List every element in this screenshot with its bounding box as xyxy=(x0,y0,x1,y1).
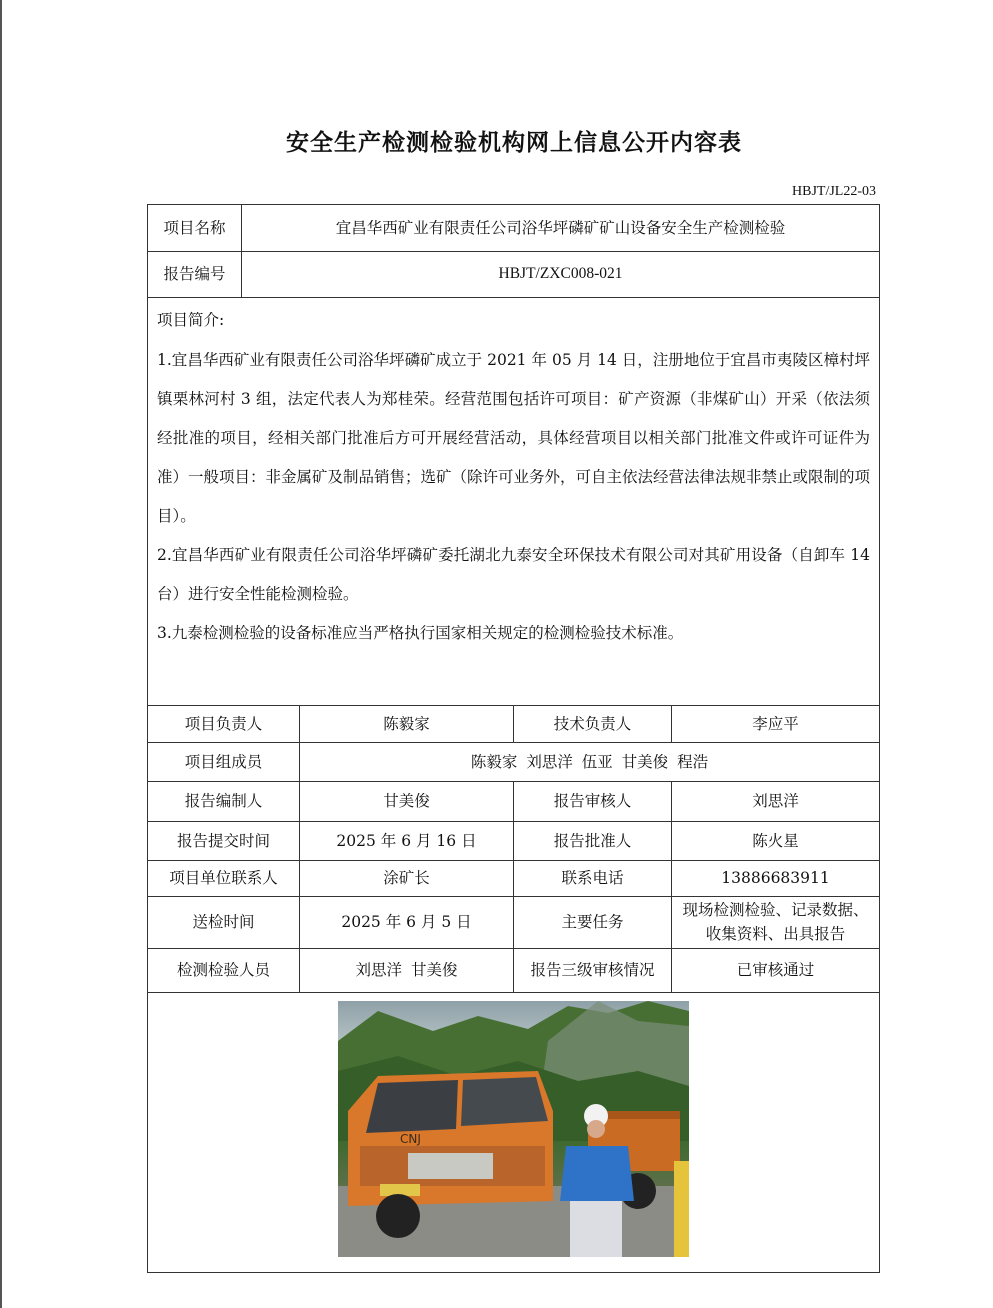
table-row xyxy=(148,205,880,252)
submit-time-value: 2025 年 6 月 16 日 xyxy=(300,822,514,861)
review-status-label: 报告三级审核情况 xyxy=(514,949,672,993)
report-approver-value: 陈火星 xyxy=(672,822,880,861)
table-row xyxy=(148,897,880,949)
report-compiler-value: 甘美俊 xyxy=(300,782,514,822)
team-members-label: 项目组成员 xyxy=(148,743,300,782)
site-photo xyxy=(338,1001,689,1257)
project-name-value: 宜昌华西矿业有限责任公司浴华坪磷矿矿山设备安全生产检测检验 xyxy=(242,205,880,252)
report-reviewer-value: 刘思洋 xyxy=(672,782,880,822)
main-task-label: 主要任务 xyxy=(514,897,672,949)
table-row xyxy=(148,822,880,861)
tech-leader-value: 李应平 xyxy=(672,706,880,743)
photo-cell xyxy=(148,993,880,1273)
table-row xyxy=(148,706,880,743)
project-intro-cell xyxy=(148,298,880,706)
report-number-label: 报告编号 xyxy=(148,252,242,298)
report-compiler-label: 报告编制人 xyxy=(148,782,300,822)
contact-phone-label: 联系电话 xyxy=(514,861,672,897)
submit-time-label: 报告提交时间 xyxy=(148,822,300,861)
report-reviewer-label: 报告审核人 xyxy=(514,782,672,822)
project-intro-paragraph-2: 2.宜昌华西矿业有限责任公司浴华坪磷矿委托湖北九泰安全环保技术有限公司对其矿用设备（自卸车 14 台）进行安全性能检测检验。 xyxy=(157,546,871,603)
truck-brand-text: CNJ xyxy=(400,1131,421,1146)
table-row xyxy=(148,743,880,782)
document-title: 安全生产检测检验机构网上信息公开内容表 xyxy=(286,130,742,156)
table-row xyxy=(148,993,880,1273)
site-photo-illustration xyxy=(338,1001,689,1257)
project-intro-paragraph-3: 3.九泰检测检验的设备标准应当严格执行国家相关规定的检测检验技术标准。 xyxy=(157,624,684,642)
info-table xyxy=(147,204,880,1273)
form-code: HBJT/JL22-03 xyxy=(792,184,876,199)
table-row xyxy=(148,782,880,822)
inspection-time-label: 送检时间 xyxy=(148,897,300,949)
team-members-value: 陈毅家 刘思洋 伍亚 甘美俊 程浩 xyxy=(300,743,880,782)
project-intro-paragraph-1: 1.宜昌华西矿业有限责任公司浴华坪磷矿成立于 2021 年 05 月 14 日，注册地位于宜昌市夷陵区樟村坪镇栗林河村 3 组，法定代表人为郑桂荣。经营范围包括许可项目：矿产资源（非煤矿山）开采（依法须经批准的项目，经相关部门批准后方可开展经营活动，具体经营项目以相关部门批准文件或许可证件为准）一般项目：非金属矿及制品销售；选矿（除许可业务外，可自主依法经营法律法规非禁止或限制的项目）。 xyxy=(157,351,871,525)
table-row xyxy=(148,949,880,993)
project-leader-value: 陈毅家 xyxy=(300,706,514,743)
inspectors-value: 刘思洋 甘美俊 xyxy=(300,949,514,993)
main-task-value: 现场检测检验、记录数据、收集资料、出具报告 xyxy=(672,897,880,949)
table-row xyxy=(148,252,880,298)
project-intro-label: 项目简介: xyxy=(157,311,225,329)
inspectors-label: 检测检验人员 xyxy=(148,949,300,993)
review-status-value: 已审核通过 xyxy=(672,949,880,993)
project-name-label: 项目名称 xyxy=(148,205,242,252)
report-number-value: HBJT/ZXC008-021 xyxy=(242,252,880,298)
tech-leader-label: 技术负责人 xyxy=(514,706,672,743)
contact-phone-value: 13886683911 xyxy=(672,861,880,897)
project-leader-label: 项目负责人 xyxy=(148,706,300,743)
table-row xyxy=(148,298,880,706)
unit-contact-value: 涂矿长 xyxy=(300,861,514,897)
page-edge-line xyxy=(0,0,2,1308)
unit-contact-label: 项目单位联系人 xyxy=(148,861,300,897)
table-row xyxy=(148,861,880,897)
report-approver-label: 报告批准人 xyxy=(514,822,672,861)
inspection-time-value: 2025 年 6 月 5 日 xyxy=(300,897,514,949)
